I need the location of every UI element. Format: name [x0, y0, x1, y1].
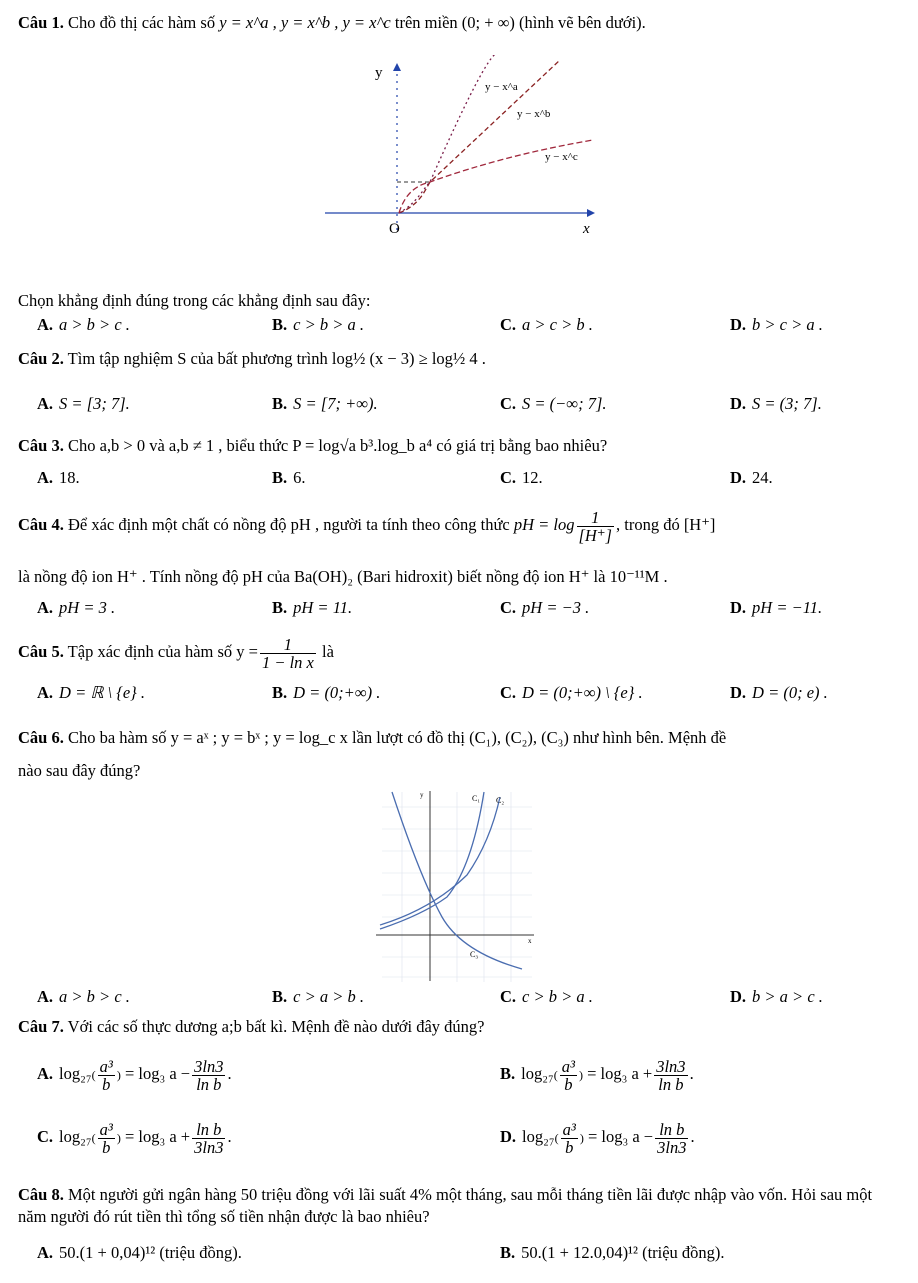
figure-exp-log-graphs [372, 787, 538, 983]
question-1-header [18, 12, 904, 34]
q2-option-c[interactable]: C. S = (−∞; 7]. [500, 394, 607, 413]
question-number: Câu 7. [18, 1017, 64, 1036]
question-number: Câu 2. [18, 349, 64, 368]
question-4-line2: là nồng độ ion H⁺ . Tính nồng độ pH của Ba(OH)₂ (Bari hidroxit) biết nồng độ ion H⁺ là 10⁻¹¹M . [18, 567, 668, 586]
label-b: y − x^b [517, 108, 551, 120]
question-text-2: , trong đó [H⁺] [615, 515, 716, 534]
question-number: Câu 5. [18, 642, 64, 661]
q5-option-b[interactable]: B. D = (0;+∞) . [272, 683, 381, 702]
q7-option-b[interactable]: B. log₂₇( $\frac{\text{a³}}{b}$ ) = log₃ a + $\frac{3\ln 3}{\text{ln b}}$ . [500, 1056, 694, 1094]
q4-option-a[interactable]: A. pH = 3 . [37, 598, 116, 617]
q3-option-c[interactable]: C. 12. [500, 468, 543, 487]
question-number: Câu 8. [18, 1185, 64, 1204]
q2-option-a[interactable]: A. S = [3; 7]. [37, 394, 130, 413]
question-text: Cho ba hàm số y = aˣ ; y = bˣ ; y = log_c x lần lượt có đồ thị (C₁), (C₂), (C₃) như hình bên. Mệnh đề [67, 728, 727, 747]
x-axis-arrow [587, 209, 595, 217]
label-c2: C₂ [496, 796, 505, 805]
label-a: y − x^a [485, 81, 518, 93]
label-c3: C₃ [470, 950, 479, 959]
question-text: Cho a,b > 0 và a,b ≠ 1 , biểu thức P = log√a b³.log_b a⁴ có giá trị bằng bao nhiêu? [67, 436, 608, 455]
question-number: Câu 6. [18, 728, 64, 747]
q4-option-b[interactable]: B. pH = 11. [272, 598, 353, 617]
q5-option-c[interactable]: C. D = (0;+∞) \ {e} . [500, 683, 643, 702]
q4-option-d[interactable]: D. pH = −11. [730, 598, 823, 617]
question-text: Với các số thực dương a;b bất kì. Mệnh đề nào dưới đây đúng? [67, 1017, 485, 1036]
origin-label: O [389, 221, 400, 237]
y-axis-arrow [393, 63, 401, 71]
question-8 [18, 1184, 904, 1228]
q5-option-d[interactable]: D. D = (0; e) . [730, 683, 828, 702]
q3-option-d[interactable]: D. 24. [730, 468, 773, 487]
y-label: y [420, 791, 424, 799]
question-6-line2: nào sau đây đúng? [18, 761, 141, 780]
q1-option-a[interactable]: A. a > b > c . [37, 315, 130, 334]
question-text: Một người gửi ngân hàng 50 triệu đồng với lãi suất 4% một tháng, sau mỗi tháng tiền lãi được nhập vào vốn. Hỏi sau một năm người đó rút tiền thì tổng số tiền nhận được là bao nhiêu? [18, 1185, 873, 1226]
ph-formula: pH = log [513, 515, 575, 534]
q6-option-a[interactable]: A. a > b > c . [37, 987, 130, 1006]
x-label: x [528, 937, 532, 945]
question-5 [18, 632, 904, 672]
q1-option-b[interactable]: B. c > b > a . [272, 315, 364, 334]
x-label: x [583, 221, 590, 237]
q6-option-c[interactable]: C. c > b > a . [500, 987, 593, 1006]
question-4 [18, 505, 904, 545]
q7-option-c[interactable]: C. log₂₇( $\frac{\text{a³}}{b}$ ) = log₃ a + $\frac{\text{ln b}}{3\ln 3}$ . [37, 1119, 232, 1157]
q1-option-c[interactable]: C. a > c > b . [500, 315, 593, 334]
q7-option-d[interactable]: D. log₂₇( $\frac{\text{a³}}{b}$ ) = log₃ a − $\frac{\text{ln b}}{3\ln 3}$ . [500, 1119, 695, 1157]
q6-option-d[interactable]: D. b > a > c . [730, 987, 823, 1006]
label-c1: C₁ [472, 794, 481, 803]
q2-option-d[interactable]: D. S = (3; 7]. [730, 394, 822, 413]
question-text: Cho đồ thị các hàm số [67, 13, 216, 32]
q6-option-b[interactable]: B. c > a > b . [272, 987, 364, 1006]
q1-option-d[interactable]: D. b > c > a . [730, 315, 823, 334]
y-label: y [375, 65, 383, 81]
question-7 [18, 1016, 904, 1038]
question-3 [18, 435, 904, 457]
question-text-2: là [322, 642, 334, 661]
q3-option-b[interactable]: B. 6. [272, 468, 306, 487]
q5-option-a[interactable]: A. D = ℝ \ {e} . [37, 683, 146, 702]
q3-option-a[interactable]: A. 18. [37, 468, 80, 487]
question-text: Tập xác định của hàm số y = [67, 642, 258, 661]
figure-power-functions [325, 55, 600, 245]
q4-option-c[interactable]: C. pH = −3 . [500, 598, 590, 617]
question-2 [18, 348, 904, 370]
curve-a [399, 60, 560, 213]
q8-option-a[interactable]: A. 50.(1 + 0,04)¹² (triệu đồng). [37, 1243, 242, 1262]
question-number: Câu 4. [18, 515, 64, 534]
q8-option-b[interactable]: B. 50.(1 + 12.0,04)¹² (triệu đồng). [500, 1243, 725, 1262]
question-number: Câu 1. [18, 13, 64, 32]
question-text: Để xác định một chất có nồng độ pH , người ta tính theo công thức [67, 515, 510, 534]
domain-fraction: $\frac{1}{\text{1 − ln x}}$ [261, 634, 314, 672]
question-6 [18, 727, 904, 749]
question-formula: y = x^a , y = x^b , y = x^c [219, 13, 391, 32]
question-text-end: trên miền (0; + ∞) (hình vẽ bên dưới). [394, 13, 646, 32]
question-text: Tìm tập nghiệm S của bất phương trình log½ (x − 3) ≥ log½ 4 . [67, 349, 486, 368]
question-number: Câu 3. [18, 436, 64, 455]
question-1-prompt: Chọn khẳng định đúng trong các khẳng định sau đây: [18, 291, 371, 310]
q2-option-b[interactable]: B. S = [7; +∞). [272, 394, 378, 413]
q7-option-a[interactable]: A. log₂₇( $\frac{\text{a³}}{b}$ ) = log₃ a − $\frac{3\ln 3}{\text{ln b}}$ . [37, 1056, 232, 1094]
label-c: y − x^c [545, 151, 578, 163]
ph-fraction: $\frac{1}{[H^+]}$ [578, 507, 612, 545]
